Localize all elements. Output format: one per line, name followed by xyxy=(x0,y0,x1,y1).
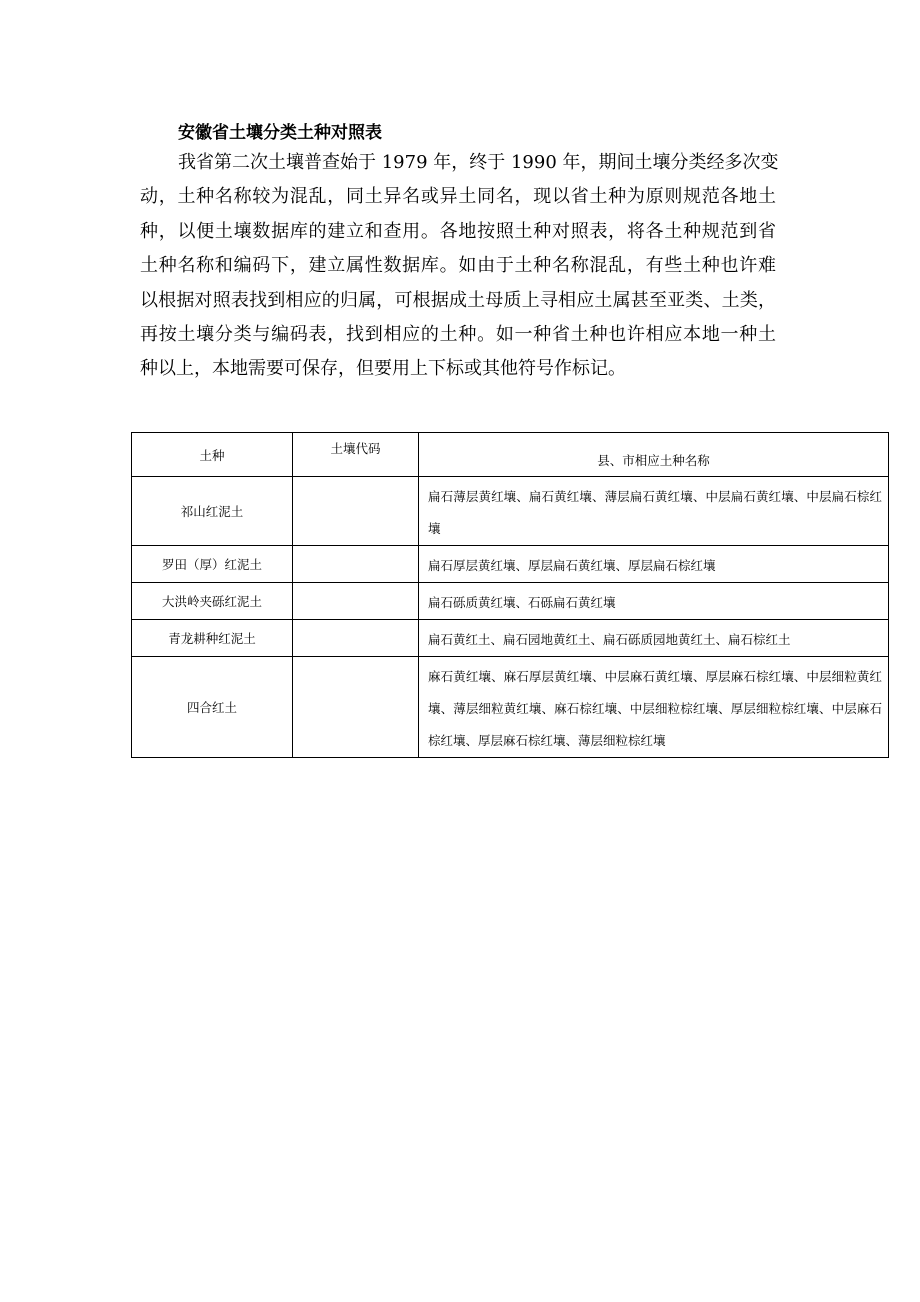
table-row xyxy=(132,477,889,546)
table-row xyxy=(132,583,889,620)
local-names: 麻石黄红壤、麻石厚层黄红壤、中层麻石黄红壤、厚层麻石棕红壤、中层细粒黄红壤、薄层细粒黄红壤、麻石棕红壤、中层细粒棕红壤、厚层细粒棕红壤、中层麻石棕红壤、厚层麻石棕红壤、薄层细粒棕红壤 xyxy=(419,657,889,758)
local-names: 扁石薄层黄红壤、扁石黄红壤、薄层扁石黄红壤、中层扁石黄红壤、中层扁石棕红壤 xyxy=(419,477,889,546)
table-header-row xyxy=(132,433,889,477)
document-title: 安徽省土壤分类土种对照表 xyxy=(178,123,382,143)
soil-name: 四合红土 xyxy=(132,657,293,758)
paragraph-line: 再按土壤分类与编码表，找到相应的土种。如一种省土种也许相应本地一种土 xyxy=(140,323,776,345)
paragraph-line: 我省第二次土壤普查始于 1979 年，终于 1990 年，期间土壤分类经多次变 xyxy=(178,152,779,173)
paragraph-line: 以根据对照表找到相应的归属，可根据成土母质上寻相应土属甚至亚类、土类， xyxy=(140,289,776,311)
header-local-names: 县、市相应土种名称 xyxy=(419,433,889,477)
paragraph-line: 种，以便土壤数据库的建立和查用。各地按照土种对照表，将各土种规范到省 xyxy=(140,220,776,242)
header-code: 土壤代码 xyxy=(293,433,419,477)
paragraph-line: 土种名称和编码下，建立属性数据库。如由于土种名称混乱，有些土种也许难 xyxy=(140,255,776,277)
header-soil: 土种 xyxy=(132,433,293,477)
soil-code xyxy=(293,546,419,583)
local-names: 扁石砾质黄红壤、石砾扁石黄红壤 xyxy=(419,583,889,620)
soil-name: 罗田（厚）红泥土 xyxy=(132,546,293,583)
soil-code xyxy=(293,583,419,620)
soil-name: 大洪岭夹砾红泥土 xyxy=(132,583,293,620)
soil-code xyxy=(293,477,419,546)
soil-name: 祁山红泥土 xyxy=(132,477,293,546)
soil-code xyxy=(293,657,419,758)
table-row xyxy=(132,620,889,657)
intro-paragraph xyxy=(140,146,779,387)
paragraph-line: 种以上，本地需要可保存，但要用上下标或其他符号作标记。 xyxy=(140,358,626,380)
table-row xyxy=(132,546,889,583)
soil-comparison-table xyxy=(131,432,889,758)
local-names: 扁石厚层黄红壤、厚层扁石黄红壤、厚层扁石棕红壤 xyxy=(419,546,889,583)
table-row xyxy=(132,657,889,758)
soil-name: 青龙耕种红泥土 xyxy=(132,620,293,657)
paragraph-line: 动，土种名称较为混乱，同土异名或异土同名，现以省土种为原则规范各地土 xyxy=(140,186,776,208)
soil-code xyxy=(293,620,419,657)
local-names: 扁石黄红土、扁石园地黄红土、扁石砾质园地黄红土、扁石棕红土 xyxy=(419,620,889,657)
